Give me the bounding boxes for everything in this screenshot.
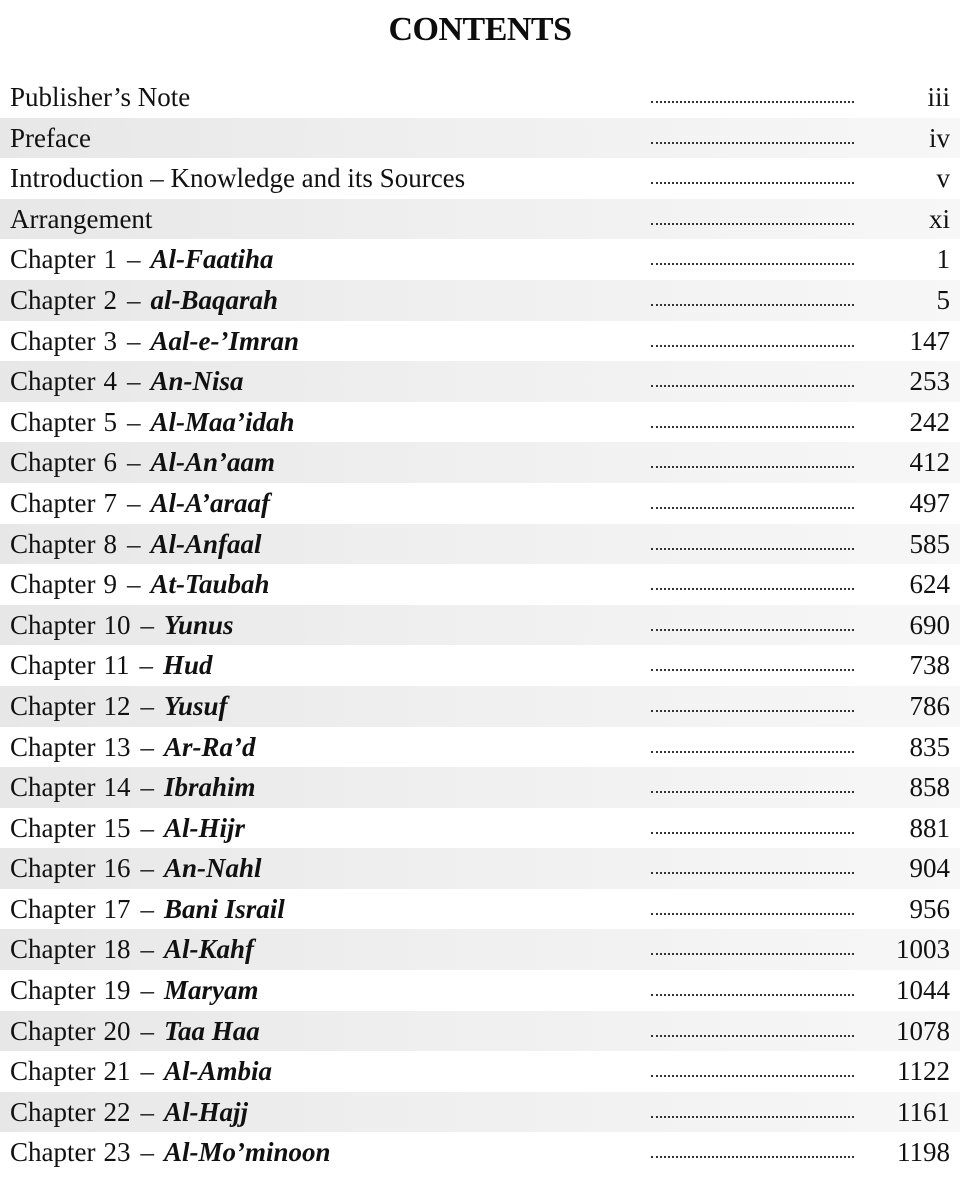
toc-entry-arrangement[interactable] bbox=[0, 199, 960, 240]
chapter-label: Chapter bbox=[10, 690, 96, 721]
chapter-label: Chapter bbox=[10, 569, 96, 600]
chapter-label: Chapter bbox=[10, 487, 96, 518]
entry-title bbox=[10, 1011, 260, 1051]
page-number: 1078 bbox=[896, 1015, 950, 1046]
dot-leader bbox=[651, 101, 854, 103]
page-number: 1 bbox=[936, 244, 950, 275]
chapter-number: 10 bbox=[103, 609, 131, 640]
page-number: 858 bbox=[909, 772, 950, 803]
dot-leader bbox=[651, 1156, 854, 1158]
toc-entry-chapter-16[interactable] bbox=[0, 848, 960, 889]
chapter-number: 20 bbox=[103, 1015, 131, 1046]
chapter-name: Yusuf bbox=[163, 690, 228, 721]
page-number: 585 bbox=[909, 528, 950, 559]
table-of-contents bbox=[0, 77, 960, 1173]
page-number: 1044 bbox=[896, 975, 950, 1006]
dot-leader bbox=[651, 751, 854, 753]
chapter-name: al-Baqarah bbox=[150, 284, 279, 315]
chapter-name: Al-Kahf bbox=[163, 934, 255, 965]
chapter-name: Al-Anfaal bbox=[150, 528, 262, 559]
chapter-separator: – bbox=[126, 366, 141, 397]
entry-title bbox=[10, 483, 270, 523]
page-number: 1161 bbox=[897, 1096, 950, 1127]
toc-entry-chapter-17[interactable] bbox=[0, 889, 960, 930]
entry-title bbox=[10, 361, 244, 401]
entry-title bbox=[10, 1051, 272, 1091]
chapter-name: An-Nahl bbox=[163, 853, 262, 884]
chapter-label: Chapter bbox=[10, 975, 96, 1006]
dot-leader bbox=[651, 832, 854, 834]
chapter-number: 1 bbox=[103, 244, 117, 275]
entry-title bbox=[10, 727, 256, 767]
chapter-separator: – bbox=[140, 772, 154, 803]
dot-leader bbox=[651, 872, 854, 874]
page-number: 690 bbox=[909, 609, 950, 640]
dot-leader bbox=[651, 669, 854, 671]
entry-title bbox=[10, 524, 262, 564]
toc-entry-chapter-7[interactable] bbox=[0, 483, 960, 524]
dot-leader bbox=[651, 507, 854, 509]
chapter-label: Chapter bbox=[10, 1015, 96, 1046]
toc-entry-chapter-14[interactable] bbox=[0, 767, 960, 808]
chapter-name: At-Taubah bbox=[150, 569, 270, 600]
chapter-name: Al-Maa’idah bbox=[150, 406, 295, 437]
chapter-label: Chapter bbox=[10, 650, 96, 681]
chapter-name: Ibrahim bbox=[163, 772, 256, 803]
chapter-number: 6 bbox=[103, 447, 117, 478]
chapter-label: Chapter bbox=[10, 1096, 96, 1127]
chapter-separator: – bbox=[140, 1096, 154, 1127]
dot-leader bbox=[651, 791, 854, 793]
entry-title bbox=[10, 239, 274, 279]
toc-entry-introduction[interactable] bbox=[0, 158, 960, 199]
chapter-number: 9 bbox=[103, 569, 117, 600]
page-number: iii bbox=[927, 82, 950, 112]
chapter-separator: – bbox=[126, 244, 141, 275]
entry-title bbox=[10, 848, 262, 888]
chapter-number: 3 bbox=[103, 325, 117, 356]
chapter-name: Al-Ambia bbox=[163, 1056, 272, 1087]
chapter-separator: – bbox=[126, 569, 141, 600]
dot-leader bbox=[651, 588, 854, 590]
entry-title bbox=[10, 1132, 331, 1172]
page-number: 253 bbox=[909, 366, 950, 397]
entry-title bbox=[10, 321, 299, 361]
chapter-label: Chapter bbox=[10, 772, 96, 803]
chapter-number: 16 bbox=[103, 853, 131, 884]
page-number: 956 bbox=[909, 893, 950, 924]
chapter-separator: – bbox=[140, 975, 154, 1006]
page-number: 738 bbox=[909, 650, 950, 681]
page-number: 1122 bbox=[897, 1056, 950, 1087]
entry-title bbox=[10, 929, 254, 969]
page-number: 786 bbox=[909, 690, 950, 721]
toc-entry-chapter-13[interactable] bbox=[0, 727, 960, 768]
dot-leader bbox=[651, 629, 854, 631]
chapter-number: 8 bbox=[103, 528, 117, 559]
entry-title bbox=[10, 605, 234, 645]
toc-entry-chapter-8[interactable] bbox=[0, 524, 960, 565]
chapter-label: Chapter bbox=[10, 406, 96, 437]
chapter-number: 17 bbox=[103, 893, 131, 924]
dot-leader bbox=[651, 263, 854, 265]
dot-leader bbox=[651, 466, 854, 468]
entry-title bbox=[10, 889, 285, 929]
dot-leader bbox=[651, 994, 854, 996]
dot-leader bbox=[651, 710, 854, 712]
chapter-label: Chapter bbox=[10, 853, 96, 884]
chapter-separator: – bbox=[140, 812, 154, 843]
chapter-separator: – bbox=[139, 650, 153, 681]
chapter-number: 13 bbox=[103, 731, 131, 762]
toc-entry-chapter-22[interactable] bbox=[0, 1092, 960, 1133]
chapter-label: Chapter bbox=[10, 284, 96, 315]
dot-leader bbox=[651, 304, 854, 306]
toc-entry-chapter-18[interactable] bbox=[0, 929, 960, 970]
toc-entry-chapter-19[interactable] bbox=[0, 970, 960, 1011]
chapter-number: 5 bbox=[103, 406, 117, 437]
chapter-label: Chapter bbox=[10, 366, 96, 397]
page-number: 835 bbox=[909, 731, 950, 762]
toc-entry-chapter-3[interactable] bbox=[0, 321, 960, 362]
chapter-number: 18 bbox=[103, 934, 131, 965]
page-number: 412 bbox=[909, 447, 950, 478]
entry-title bbox=[10, 1092, 248, 1132]
toc-entry-preface[interactable] bbox=[0, 118, 960, 159]
toc-entry-chapter-12[interactable] bbox=[0, 686, 960, 727]
chapter-label: Chapter bbox=[10, 244, 96, 275]
chapter-number: 7 bbox=[103, 487, 117, 518]
entry-title bbox=[10, 402, 295, 442]
dot-leader bbox=[651, 548, 854, 550]
chapter-name: Ar-Ra’d bbox=[163, 731, 256, 762]
toc-entry-chapter-4[interactable] bbox=[0, 361, 960, 402]
toc-entry-chapter-9[interactable] bbox=[0, 564, 960, 605]
chapter-label: Chapter bbox=[10, 447, 96, 478]
chapter-separator: – bbox=[140, 1137, 154, 1168]
toc-entry-chapter-23[interactable] bbox=[0, 1132, 960, 1173]
chapter-name: Al-Faatiha bbox=[150, 244, 274, 275]
chapter-separator: – bbox=[126, 528, 141, 559]
chapter-name: Bani Israil bbox=[163, 893, 285, 924]
toc-entry-chapter-5[interactable] bbox=[0, 402, 960, 443]
chapter-label: Chapter bbox=[10, 609, 96, 640]
dot-leader bbox=[651, 142, 854, 144]
toc-entry-chapter-15[interactable] bbox=[0, 808, 960, 849]
entry-title bbox=[10, 564, 270, 604]
chapter-name: Aal-e-’Imran bbox=[150, 325, 299, 356]
toc-entry-chapter-6[interactable] bbox=[0, 442, 960, 483]
chapter-separator: – bbox=[140, 609, 154, 640]
page-number: xi bbox=[928, 203, 950, 234]
chapter-separator: – bbox=[126, 284, 141, 315]
chapter-separator: – bbox=[126, 447, 141, 478]
chapter-name: Al-Mo’minoon bbox=[163, 1137, 331, 1168]
chapter-label: Chapter bbox=[10, 325, 96, 356]
chapter-name: Hud bbox=[162, 650, 213, 681]
page-number: 147 bbox=[909, 325, 950, 356]
chapter-name: Al-Hajj bbox=[163, 1096, 248, 1127]
chapter-separator: – bbox=[140, 934, 154, 965]
page-title: CONTENTS bbox=[388, 11, 572, 48]
entry-title bbox=[10, 686, 228, 726]
chapter-number: 21 bbox=[103, 1056, 131, 1087]
chapter-name: Al-Hijr bbox=[163, 812, 245, 843]
chapter-separator: – bbox=[126, 406, 141, 437]
entry-title bbox=[10, 442, 275, 482]
page-number: 242 bbox=[909, 406, 950, 437]
dot-leader bbox=[651, 1035, 854, 1037]
entry-title bbox=[10, 645, 213, 685]
entry-title bbox=[10, 970, 258, 1010]
toc-entry-publishers-note[interactable] bbox=[0, 77, 960, 118]
dot-leader bbox=[651, 385, 854, 387]
chapter-name: Taa Haa bbox=[163, 1015, 260, 1046]
toc-entry-chapter-20[interactable] bbox=[0, 1011, 960, 1052]
chapter-label: Chapter bbox=[10, 1056, 96, 1087]
entry-title: Preface bbox=[10, 122, 91, 153]
entry-title bbox=[10, 808, 245, 848]
chapter-number: 22 bbox=[103, 1096, 131, 1127]
entry-title bbox=[10, 280, 278, 320]
dot-leader bbox=[651, 1075, 854, 1077]
dot-leader bbox=[651, 426, 854, 428]
chapter-name: Maryam bbox=[163, 975, 259, 1006]
page-number: 904 bbox=[909, 853, 950, 884]
dot-leader bbox=[651, 953, 854, 955]
dot-leader bbox=[651, 1116, 854, 1118]
chapter-number: 14 bbox=[103, 772, 131, 803]
toc-entry-chapter-1[interactable] bbox=[0, 239, 960, 280]
chapter-number: 4 bbox=[103, 366, 117, 397]
chapter-name: Al-A’araaf bbox=[150, 487, 270, 518]
chapter-name: Yunus bbox=[163, 609, 234, 640]
page-number: 1003 bbox=[896, 934, 950, 965]
entry-title bbox=[10, 767, 256, 807]
chapter-separator: – bbox=[140, 1015, 154, 1046]
chapter-number: 12 bbox=[103, 690, 131, 721]
chapter-separator: – bbox=[140, 1056, 154, 1087]
chapter-number: 11 bbox=[103, 650, 130, 681]
chapter-label: Chapter bbox=[10, 1137, 96, 1168]
chapter-separator: – bbox=[126, 325, 141, 356]
page-number: 881 bbox=[909, 812, 950, 843]
page-number: iv bbox=[928, 122, 950, 153]
entry-title: Introduction – Knowledge and its Sources bbox=[10, 163, 466, 194]
chapter-number: 2 bbox=[103, 284, 117, 315]
chapter-label: Chapter bbox=[10, 812, 96, 843]
chapter-number: 19 bbox=[103, 975, 131, 1006]
entry-title: Publisher’s Note bbox=[10, 82, 191, 112]
chapter-label: Chapter bbox=[10, 528, 96, 559]
dot-leader bbox=[651, 182, 854, 184]
chapter-separator: – bbox=[140, 690, 154, 721]
dot-leader bbox=[651, 345, 854, 347]
page-number: v bbox=[936, 163, 950, 194]
toc-entry-chapter-2[interactable] bbox=[0, 280, 960, 321]
page-number: 1198 bbox=[897, 1137, 950, 1168]
toc-entry-chapter-10[interactable] bbox=[0, 605, 960, 646]
page-number: 624 bbox=[909, 569, 950, 600]
page-number: 5 bbox=[936, 284, 950, 315]
chapter-label: Chapter bbox=[10, 731, 96, 762]
entry-title: Arrangement bbox=[10, 203, 153, 234]
chapter-separator: – bbox=[140, 853, 154, 884]
chapter-label: Chapter bbox=[10, 934, 96, 965]
dot-leader bbox=[651, 223, 854, 225]
toc-entry-chapter-11[interactable] bbox=[0, 645, 960, 686]
chapter-separator: – bbox=[140, 731, 154, 762]
chapter-number: 15 bbox=[103, 812, 131, 843]
chapter-number: 23 bbox=[103, 1137, 131, 1168]
chapter-label: Chapter bbox=[10, 893, 96, 924]
page-number: 497 bbox=[909, 487, 950, 518]
chapter-name: An-Nisa bbox=[150, 366, 244, 397]
chapter-separator: – bbox=[126, 487, 141, 518]
chapter-name: Al-An’aam bbox=[150, 447, 276, 478]
toc-entry-chapter-21[interactable] bbox=[0, 1051, 960, 1092]
dot-leader bbox=[651, 913, 854, 915]
chapter-separator: – bbox=[140, 893, 154, 924]
